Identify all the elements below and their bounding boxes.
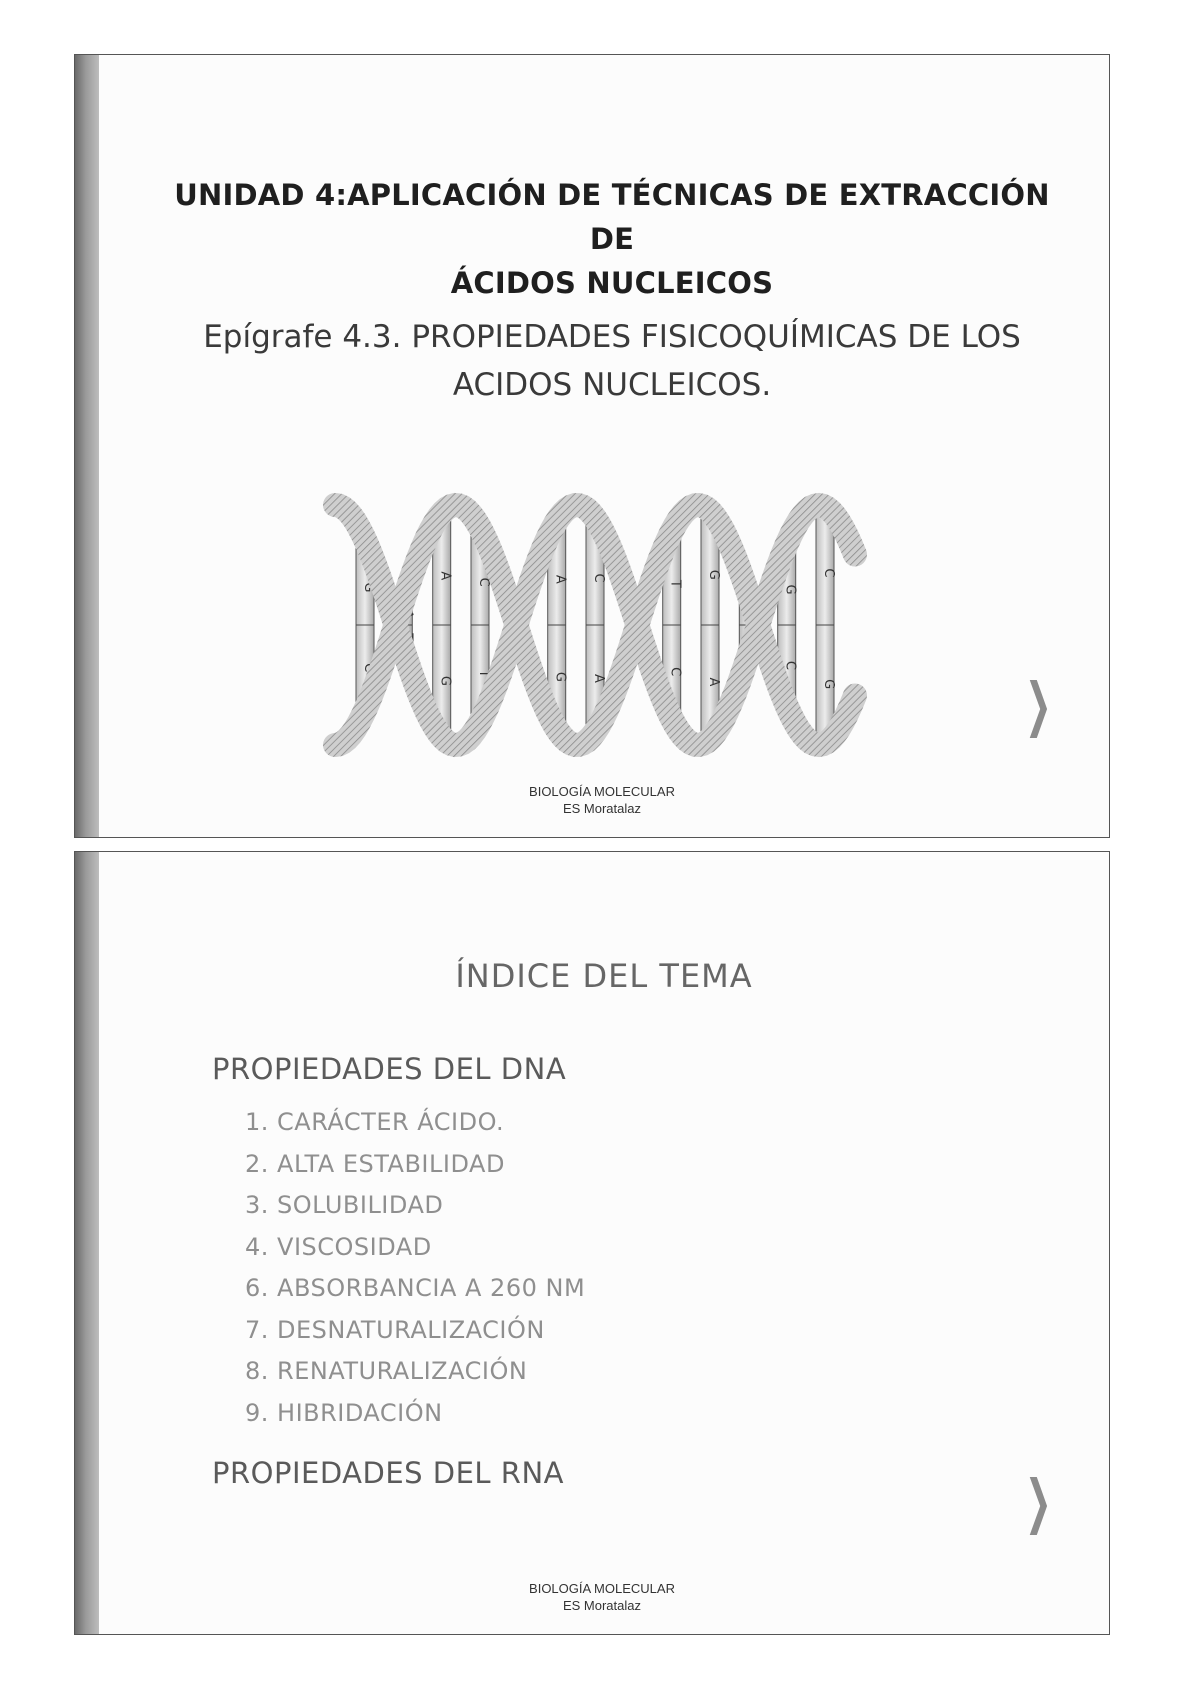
next-slide-arrow-icon[interactable]: ❯ — [1025, 1467, 1053, 1535]
dna-base-label: A — [552, 574, 568, 584]
unit-title-line-1: UNIDAD 4:APLICACIÓN DE TÉCNICAS DE EXTRACCIÓN DE — [174, 178, 1050, 256]
unit-title-line-2: ÁCIDOS NUCLEICOS — [450, 266, 774, 300]
dna-base-label: A — [437, 571, 453, 581]
dna-base-label: G — [552, 671, 568, 682]
list-item: 2. ALTA ESTABILIDAD — [245, 1149, 505, 1178]
list-item: 4. VISCOSIDAD — [245, 1232, 432, 1261]
section-heading-dna: PROPIEDADES DEL DNA — [212, 1052, 567, 1086]
list-item: 1. CARÁCTER ÁCIDO. — [245, 1108, 505, 1136]
dna-base-label: A — [591, 674, 606, 683]
dna-base-label: C — [667, 667, 683, 677]
dna-base-label: A — [744, 635, 760, 645]
dna-double-helix-image — [275, 475, 895, 775]
dna-base-label: A — [706, 677, 721, 687]
dna-base-label: C — [591, 573, 606, 583]
footer-course: BIOLOGÍA MOLECULAR — [529, 784, 675, 799]
list-item: 9. HIBRIDACIÓN — [245, 1398, 443, 1427]
slide-side-bar — [75, 852, 99, 1634]
subtitle-line-2: ACIDOS NUCLEICOS. — [452, 367, 772, 403]
subtitle-line-1: Epígrafe 4.3. PROPIEDADES FISICOQUÍMICAS DE LOS — [203, 319, 1021, 355]
dna-properties-list — [245, 1102, 585, 1434]
next-slide-arrow-icon[interactable]: ❯ — [1025, 670, 1053, 738]
footer-school: ES Moratalaz — [562, 1598, 642, 1613]
footer-school: ES Moratalaz — [562, 801, 642, 816]
dna-base-label: G — [437, 675, 453, 686]
slide-footer — [75, 783, 1109, 817]
dna-base-label: G — [782, 584, 798, 595]
dna-base-label: T — [744, 607, 760, 616]
list-item: 7. DESNATURALIZACIÓN — [245, 1315, 545, 1344]
dna-base-pair — [816, 507, 836, 744]
unit-title — [155, 173, 1069, 305]
list-item: 8. RENATURALIZACIÓN — [245, 1357, 528, 1385]
dna-base-label: C — [821, 568, 836, 578]
dna-base-label: G — [706, 569, 721, 580]
dna-base-label: T — [667, 579, 683, 588]
dna-base-label: A — [399, 609, 415, 619]
slide-side-bar — [75, 55, 99, 837]
section-heading-rna: PROPIEDADES DEL RNA — [212, 1456, 564, 1490]
dna-base-label: C — [476, 577, 491, 587]
list-item: 3. SOLUBILIDAD — [245, 1191, 444, 1219]
slide-index — [74, 851, 1110, 1635]
slide-title — [74, 54, 1110, 838]
list-item: 6. ABSORBANCIA A 260 NM — [245, 1274, 586, 1302]
dna-base-label: G — [821, 679, 836, 690]
dna-base-label: T — [476, 669, 491, 678]
slide-footer — [75, 1580, 1109, 1614]
footer-course: BIOLOGÍA MOLECULAR — [529, 1581, 675, 1596]
section-subtitle — [155, 313, 1069, 409]
dna-base-label: T — [399, 633, 415, 642]
index-title: ÍNDICE DEL TEMA — [455, 957, 753, 995]
dna-base-label: C — [361, 663, 376, 673]
dna-base-label: C — [782, 660, 798, 670]
dna-base-label: G — [361, 582, 376, 593]
